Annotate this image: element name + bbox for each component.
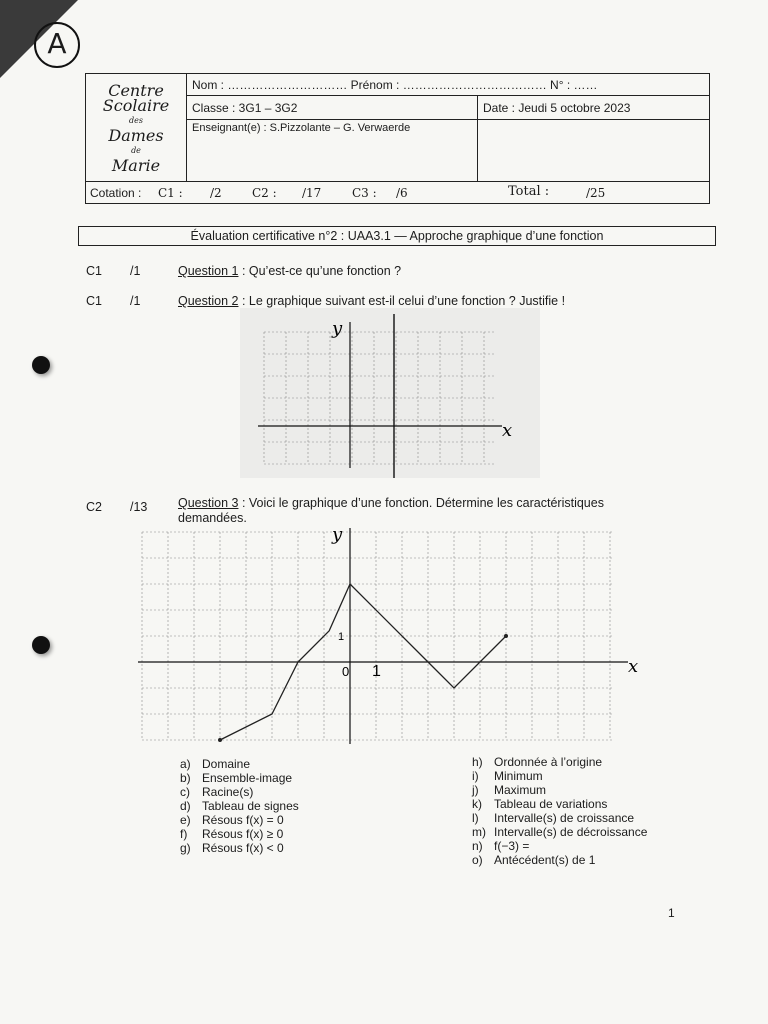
points: /1: [130, 264, 141, 278]
points: /13: [130, 500, 148, 514]
list-item: n) f(−3) =: [472, 839, 530, 853]
class-field: Classe : 3G1 – 3G2: [187, 96, 478, 120]
evaluation-title: Évaluation certificative n°2 : UAA3.1 — Approche graphique d’une fonction: [78, 226, 716, 246]
criterion: C1: [86, 264, 102, 278]
list-item: f) Résous f(x) ≥ 0: [180, 827, 284, 841]
date-field: Date : Jeudi 5 octobre 2023: [478, 96, 710, 120]
endpoint-dot: [504, 634, 508, 638]
list-item: b) Ensemble-image: [180, 771, 293, 785]
list-item: k) Tableau de variations: [472, 797, 608, 811]
list-item: e) Résous f(x) = 0: [180, 813, 284, 827]
list-item: g) Résous f(x) < 0: [180, 841, 284, 855]
list-item: h) Ordonnée à l’origine: [472, 755, 603, 769]
question-2: Question 2 : Le graphique suivant est-il celui d’une fonction ? Justifie !: [178, 294, 566, 308]
y-axis-label: y: [332, 524, 343, 545]
list-item: o) Antécédent(s) de 1: [472, 853, 596, 867]
characteristics-right: [472, 755, 647, 867]
list-item: c) Racine(s): [180, 785, 254, 799]
list-item: m) Intervalle(s) de décroissance: [472, 825, 648, 839]
y-axis-label: y: [332, 318, 343, 339]
punch-hole: [32, 636, 50, 654]
list-item: j) Maximum: [472, 783, 547, 797]
list-item: l) Intervalle(s) de croissance: [472, 811, 635, 825]
criterion: C1: [86, 294, 102, 308]
unit-y-label: 1: [338, 631, 345, 643]
circled-letter: A: [34, 22, 80, 68]
endpoint-dot: [218, 738, 222, 742]
x-axis-label: x: [628, 656, 639, 677]
page-number: 1: [668, 906, 675, 920]
header-table: [85, 73, 710, 204]
name-field: Nom : ………………………… Prénom : ……………………………… N° : ……: [187, 74, 710, 96]
question-3: Question 3 : Voici le graphique d’une fonction. Détermine les caractéristiques demandées.: [178, 496, 604, 525]
list-item: d) Tableau de signes: [180, 799, 299, 813]
school-logo: Centre Scolaire des Dames de Marie: [86, 74, 187, 182]
question-1: Question 1 : Qu’est-ce qu’une fonction ?: [178, 264, 402, 278]
list-item: i) Minimum: [472, 769, 543, 783]
criterion: C2: [86, 500, 102, 514]
punch-hole: [32, 356, 50, 374]
graph-background: [240, 308, 540, 478]
grid: [142, 532, 614, 740]
unit-x-label: 1: [372, 663, 381, 680]
origin-label: 0: [342, 664, 350, 679]
x-axis-label: x: [502, 420, 513, 441]
characteristics-left: [180, 757, 299, 855]
graph-question-2: [240, 308, 540, 478]
cotation-row: Cotation : C1 : /2 C2 : /17 C3 : /6 Total : /25: [86, 182, 710, 204]
points: /1: [130, 294, 141, 308]
graph-question-3: [134, 522, 644, 752]
list-item: a) Domaine: [180, 757, 251, 771]
teacher-field: Enseignant(e) : S.Pizzolante – G. Verwaerde: [187, 120, 478, 182]
